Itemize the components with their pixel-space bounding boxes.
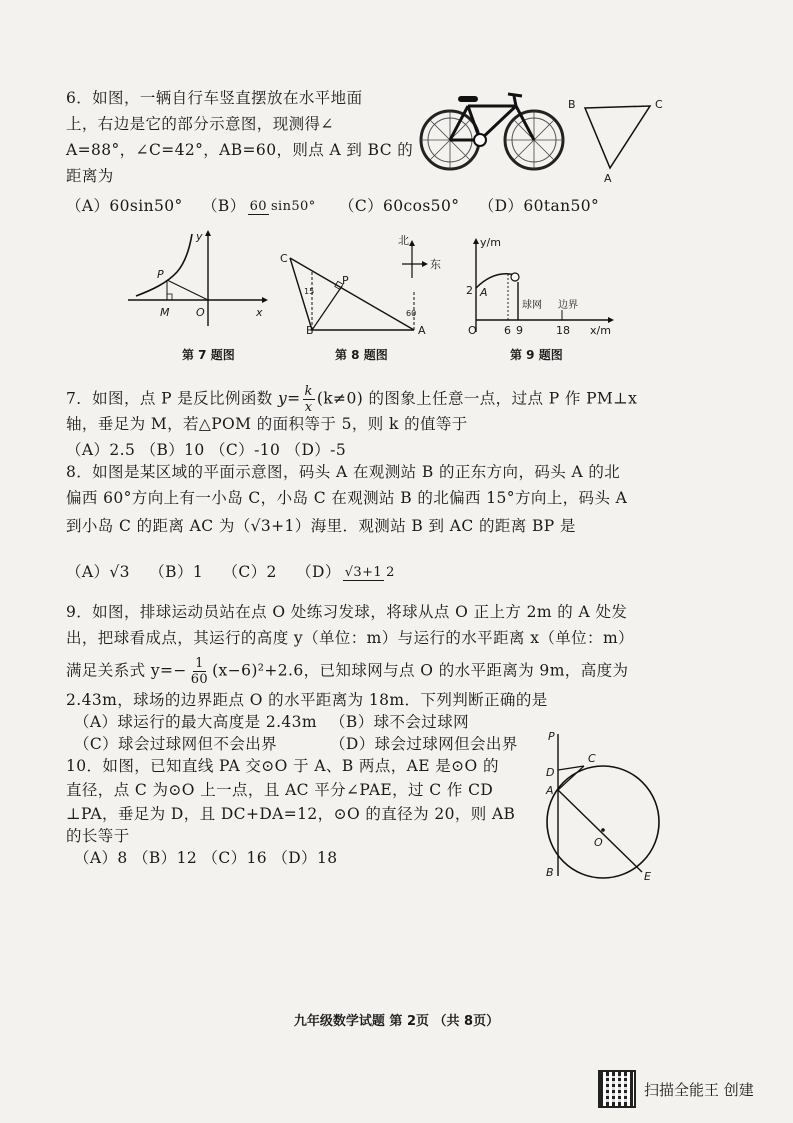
q9-line4: 2.43m，球场的边界距点 O 的水平距离为 18m．下列判断正确的是 xyxy=(66,691,548,709)
q6-option-b-fraction xyxy=(248,199,318,215)
q9-line3 xyxy=(66,656,628,687)
fig7-o-label: O xyxy=(196,306,205,319)
fig8-angle-60: 60 xyxy=(406,309,417,318)
q9-fraction xyxy=(189,656,210,687)
fig9-tick-6: 6 xyxy=(504,324,511,337)
scanner-stamp xyxy=(598,1070,754,1108)
q8-options xyxy=(66,562,399,582)
q7-line2: 轴，垂足为 M，若△POM 的面积等于 5，则 k 的值等于 xyxy=(66,415,468,433)
fig9-tick-9: 9 xyxy=(516,324,523,337)
q6-fig-label-b: B xyxy=(568,98,576,111)
q7-line1 xyxy=(66,384,637,415)
fig8-b-label: B xyxy=(306,324,314,337)
q6-option-b-prefix: （B） xyxy=(202,197,246,215)
fig8-caption: 第 8 题图 xyxy=(335,348,388,362)
q7-options: （A）2.5 （B）10 （C）-10 （D）-5 xyxy=(66,441,347,459)
q9-line3-start: 满足关系式 y=− xyxy=(66,661,187,680)
q6-option-a: （A）60sin50° xyxy=(66,197,183,215)
q6-line2: 上，右边是它的部分示意图，现测得∠ xyxy=(66,115,334,133)
q9-line2: 出，把球看成点，其运行的高度 y（单位：m）与运行的水平距离 x（单位：m） xyxy=(66,629,634,647)
q9-line1: 9．如图，排球运动员站在点 O 处练习发球，将球从点 O 正上方 2m 的 A 处发 xyxy=(66,603,628,621)
scanner-stamp-text: 扫描全能王 创建 xyxy=(644,1080,754,1099)
q8-option-d-prefix: （D） xyxy=(296,563,341,581)
q10-fig-label-a: A xyxy=(546,784,554,797)
q10-fig-label-c: C xyxy=(588,752,596,765)
q10-options: （A）8 （B）12 （C）16 （D）18 xyxy=(74,849,338,867)
q10-line4: 的长等于 xyxy=(66,827,130,845)
q10-fig-label-o: O xyxy=(594,836,603,849)
fig9-o-label: O xyxy=(468,324,477,337)
q9-fraction-numerator: 1 xyxy=(195,656,204,671)
fig9-edge-label: 边界 xyxy=(558,300,578,311)
q6-options xyxy=(66,196,599,216)
q9-option-a: （A）球运行的最大高度是 2.43m xyxy=(74,713,318,731)
q6-fig-label-c: C xyxy=(655,98,663,111)
q8-option-a: （A）√3 xyxy=(66,563,130,581)
fig9-tick-2: 2 xyxy=(466,284,473,297)
q7-fraction-numerator: k xyxy=(304,384,313,399)
fig8-c-label: C xyxy=(280,252,288,265)
q8-line1: 8．如图是某区域的平面示意图，码头 A 在观测站 B 的正东方向，码头 A 的北 xyxy=(66,463,621,481)
q8-line2: 偏西 60°方向上有一小岛 C，小岛 C 在观测站 B 的北偏西 15°方向上，码头 A xyxy=(66,489,628,507)
q9-option-d: （D）球会过球网但会出界 xyxy=(330,735,518,753)
q6-triangle-figure xyxy=(560,90,670,185)
q6-option-c: （C）60cos50° xyxy=(338,197,460,215)
fig9-net-label: 球网 xyxy=(522,300,542,311)
q10-fig-label-d: D xyxy=(546,766,555,779)
q9-option-c: （C）球会过球网但不会出界 xyxy=(74,735,278,753)
fig8-p-label: P xyxy=(342,274,349,287)
fig9-y-label: y/m xyxy=(480,236,501,249)
q9-line3-end: (x−6)²+2.6，已知球网与点 O 的水平距离为 9m，高度为 xyxy=(212,661,629,680)
q9-option-b: （B）球不会过球网 xyxy=(330,713,469,731)
fig7-x-label: x xyxy=(256,306,263,319)
fig7-y-label: y xyxy=(196,230,203,243)
q9-fraction-denominator: 60 xyxy=(190,672,209,687)
q7-function-lhs: y= xyxy=(277,389,301,408)
q6-line1: 6．如图，一辆自行车竖直摆放在水平地面 xyxy=(66,89,363,107)
q10-fig-label-e: E xyxy=(644,870,651,883)
fig7-p-label: P xyxy=(157,268,164,281)
figure-9 xyxy=(462,234,622,344)
q10-line1: 10．如图，已知直线 PA 交⊙O 于 A、B 两点，AE 是⊙O 的 xyxy=(66,757,499,775)
q6-option-b-numerator: 60 xyxy=(249,199,267,214)
fig8-angle-15: 15 xyxy=(304,287,315,296)
q7-line1-start: 7．如图，点 P 是反比例函数 xyxy=(66,389,278,408)
page-footer: 九年级数学试题 第 2页 （共 8页） xyxy=(293,1014,500,1029)
q10-line3: ⊥PA，垂足为 D，且 DC+DA=12，⊙O 的直径为 20，则 AB xyxy=(66,805,516,823)
q10-line2: 直径，点 C 为⊙O 上一点，且 AC 平分∠PAE，过 C 作 CD xyxy=(66,781,494,799)
bicycle-illustration xyxy=(418,88,568,174)
q7-line1-end: (k≠0) 的图象上任意一点，过点 P 作 PM⊥x xyxy=(316,389,638,408)
q8-option-d-numerator: √3+1 xyxy=(344,565,383,580)
figure-8 xyxy=(280,232,460,342)
qr-code-icon xyxy=(598,1070,636,1108)
q6-option-b-denominator: sin50° xyxy=(270,199,316,214)
fig7-m-label: M xyxy=(160,306,170,319)
q10-circle-figure xyxy=(540,728,680,884)
q10-fig-label-p: P xyxy=(548,730,555,743)
q8-option-d-fraction xyxy=(343,565,397,581)
q10-fig-label-b: B xyxy=(546,866,554,879)
q7-fraction-denominator: x xyxy=(304,400,313,415)
fig8-east-label: 东 xyxy=(430,258,441,271)
fig9-a-label: A xyxy=(480,286,488,299)
q8-option-d-denominator: 2 xyxy=(386,565,395,580)
fig8-north-label: 北 xyxy=(398,234,409,247)
fig9-x-label: x/m xyxy=(590,324,611,337)
fig8-a-label: A xyxy=(418,324,426,337)
fig9-caption: 第 9 题图 xyxy=(510,348,563,362)
q6-fig-label-a: A xyxy=(604,172,612,185)
q6-line4: 距离为 xyxy=(66,167,114,185)
q8-option-c: （C）2 xyxy=(222,563,277,581)
q7-fraction xyxy=(303,384,315,415)
q6-line3: A=88°，∠C=42°，AB=60，则点 A 到 BC 的 xyxy=(66,141,414,159)
fig9-tick-18: 18 xyxy=(556,324,570,337)
fig7-caption: 第 7 题图 xyxy=(182,348,235,362)
figure-7 xyxy=(122,228,272,328)
q8-line3: 到小岛 C 的距离 AC 为（√3+1）海里．观测站 B 到 AC 的距离 BP 是 xyxy=(66,517,576,535)
q8-option-b: （B）1 xyxy=(149,563,204,581)
q6-option-d: （D）60tan50° xyxy=(478,197,600,215)
